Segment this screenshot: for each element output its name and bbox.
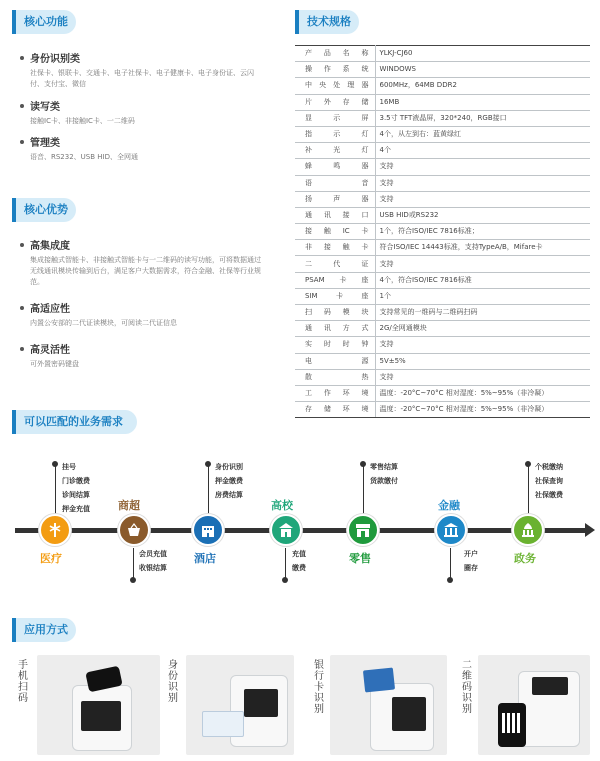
app-label-bank: 银行卡识别 — [314, 660, 324, 715]
spec-row — [295, 191, 590, 207]
item: 挂号 — [62, 463, 76, 471]
spec-key: PSAM卡座 — [295, 272, 375, 288]
industry-name-retail: 零售 — [349, 552, 371, 565]
bullet-icon — [20, 306, 24, 310]
app-card-bank — [330, 655, 447, 755]
spec-row — [295, 272, 590, 288]
spec-value: WINDOWS — [375, 62, 590, 78]
spec-key: 存储环境 — [295, 402, 375, 418]
connector — [363, 464, 364, 514]
item: 会员充值 — [139, 550, 167, 558]
spec-row — [295, 78, 590, 94]
function-desc: 接触IC卡、非接触IC卡、一二维码 — [30, 117, 135, 125]
item: 缴费 — [292, 564, 306, 572]
function-desc: 社保卡、银联卡、交通卡、电子社保卡、电子健康卡、电子身份证、云闪付、支付宝、微信 — [30, 69, 254, 88]
advantage-desc: 集成接触式智能卡、非接触式智能卡与一二维码的读写功能，可将数据通过无线通讯模块传输到后台，满足客户大数据需求，符合金融、社保等行业规范。 — [30, 256, 261, 286]
spec-row — [295, 126, 590, 142]
spec-key: 蜂鸣器 — [295, 159, 375, 175]
spec-row — [295, 321, 590, 337]
function-id — [20, 50, 265, 90]
spec-value: 支持 — [375, 191, 590, 207]
spec-value: 支持常见的一维码与二维码扫码 — [375, 305, 590, 321]
spec-row — [295, 62, 590, 78]
spec-value: 1个，符合ISO/IEC 7816标准； — [375, 224, 590, 240]
spec-value: 支持 — [375, 256, 590, 272]
spec-value: USB HID或RS232 — [375, 207, 590, 223]
core-functions-title: 核心功能 — [12, 10, 76, 34]
industry-items — [139, 547, 167, 575]
spec-row — [295, 288, 590, 304]
spec-value: 温度：-20°C~70°C 相对湿度：5%~95%（非冷凝） — [375, 385, 590, 401]
spec-table — [295, 45, 590, 418]
spec-value: 4个，符合ISO/IEC 7816标准 — [375, 272, 590, 288]
application-title: 应用方式 — [12, 618, 76, 642]
spec-key: 散热 — [295, 369, 375, 385]
item: 社保查询 — [535, 477, 563, 485]
spec-row — [295, 143, 590, 159]
app-card-id — [186, 655, 294, 755]
bullet-icon — [20, 243, 24, 247]
bullet-icon — [20, 140, 24, 144]
industry-name-mall: 商超 — [118, 499, 140, 512]
spec-value: 4个 — [375, 143, 590, 159]
tech-specs-title: 技术规格 — [295, 10, 359, 34]
industry-items — [292, 547, 306, 575]
spec-key: 二代证 — [295, 256, 375, 272]
spec-key: 通讯方式 — [295, 321, 375, 337]
school-icon — [278, 522, 294, 538]
gov-node — [512, 514, 544, 546]
id-card-icon — [202, 711, 244, 737]
connector-dot — [525, 461, 531, 467]
item: 房费结算 — [215, 491, 243, 499]
item: 零售结算 — [370, 463, 398, 471]
item: 押金充值 — [62, 505, 90, 513]
government-icon — [520, 522, 536, 538]
spec-row — [295, 385, 590, 401]
finance-node — [435, 514, 467, 546]
industry-name-medical: 医疗 — [40, 552, 62, 565]
item: 开户 — [464, 550, 478, 558]
retail-node — [347, 514, 379, 546]
device-screen — [244, 689, 278, 717]
spec-value: 5V±5% — [375, 353, 590, 369]
connector-dot — [130, 577, 136, 583]
advantage-flexibility — [20, 341, 265, 370]
industry-items — [215, 460, 243, 502]
function-mgmt — [20, 134, 265, 163]
item: 社保缴费 — [535, 491, 563, 499]
spec-row — [295, 240, 590, 256]
device-screen — [532, 677, 568, 695]
spec-key: 操作系统 — [295, 62, 375, 78]
function-title: 身份识别类 — [30, 54, 80, 65]
item: 押金缴费 — [215, 477, 243, 485]
basket-icon — [126, 522, 142, 538]
connector-dot — [447, 577, 453, 583]
spec-row — [295, 305, 590, 321]
advantage-integration — [20, 237, 265, 288]
spec-key: 非接触卡 — [295, 240, 375, 256]
industry-items — [535, 460, 563, 502]
spec-key: 扫码模块 — [295, 305, 375, 321]
phone-qr-icon — [498, 703, 526, 747]
spec-row — [295, 110, 590, 126]
connector — [55, 464, 56, 514]
advantage-title: 高适应性 — [30, 304, 70, 315]
item: 圈存 — [464, 564, 478, 572]
bullet-icon — [20, 104, 24, 108]
connector — [450, 548, 451, 580]
app-card-phone — [37, 655, 160, 755]
function-desc: 语音、RS232、USB HID、全网通 — [30, 153, 138, 161]
spec-row — [295, 353, 590, 369]
connector-dot — [52, 461, 58, 467]
function-rw — [20, 98, 265, 127]
spec-value: YLKJ-CJ60 — [375, 46, 590, 62]
spec-key: 指示灯 — [295, 126, 375, 142]
spec-row — [295, 175, 590, 191]
connector-dot — [205, 461, 211, 467]
building-icon — [200, 522, 216, 538]
item: 门诊缴费 — [62, 477, 90, 485]
spec-value: 温度：-20°C~70°C 相对湿度：5%~95%（非冷凝） — [375, 402, 590, 418]
spec-value: 2G/全网通模块 — [375, 321, 590, 337]
bank-card-icon — [363, 667, 395, 692]
advantage-desc: 可外置密码键盘 — [30, 360, 79, 368]
connector — [208, 464, 209, 514]
connector-dot — [282, 577, 288, 583]
spec-key: 片外存储 — [295, 94, 375, 110]
spec-row — [295, 369, 590, 385]
spec-key: 扬声器 — [295, 191, 375, 207]
device-screen — [392, 697, 426, 731]
industry-items — [370, 460, 398, 488]
spec-row — [295, 46, 590, 62]
spec-value: 4个，从左到右：蓝黄绿红 — [375, 126, 590, 142]
spec-value: 支持 — [375, 175, 590, 191]
hotel-node — [192, 514, 224, 546]
spec-key: SIM卡座 — [295, 288, 375, 304]
spec-row — [295, 402, 590, 418]
device-screen — [81, 701, 121, 731]
advantage-desc: 内置公安部的二代证读模块，可阅读二代证信息 — [30, 319, 177, 327]
advantage-title: 高集成度 — [30, 241, 70, 252]
connector — [133, 548, 134, 580]
item: 诊间结算 — [62, 491, 90, 499]
spec-row — [295, 94, 590, 110]
connector — [285, 548, 286, 580]
core-advantages-title: 核心优势 — [12, 198, 76, 222]
spec-row — [295, 207, 590, 223]
spec-value: 3.5寸 TFT液晶屏，320*240，RGB接口 — [375, 110, 590, 126]
spec-value: 符合ISO/IEC 14443标准，支持TypeA/B，Mifare卡 — [375, 240, 590, 256]
spec-value: 600MHz，64MB DDR2 — [375, 78, 590, 94]
spec-key: 电源 — [295, 353, 375, 369]
advantage-adaptability — [20, 300, 265, 329]
qr-code-icon — [502, 713, 522, 733]
function-title: 管理类 — [30, 138, 60, 149]
spec-value: 支持 — [375, 159, 590, 175]
business-title: 可以匹配的业务需求 — [12, 410, 137, 434]
spec-key: 显示屏 — [295, 110, 375, 126]
industry-name-university: 高校 — [271, 499, 293, 512]
app-label-id: 身份识别 — [168, 660, 178, 704]
mall-node — [118, 514, 150, 546]
advantage-title: 高灵活性 — [30, 345, 70, 356]
connector-dot — [360, 461, 366, 467]
shop-icon — [355, 522, 371, 538]
spec-row — [295, 224, 590, 240]
spec-key: 工作环境 — [295, 385, 375, 401]
industry-name-gov: 政务 — [514, 552, 536, 565]
app-label-qr: 二维码识别 — [462, 660, 472, 715]
spec-key: 产品名称 — [295, 46, 375, 62]
connector — [528, 464, 529, 514]
bullet-icon — [20, 347, 24, 351]
item: 货款缴付 — [370, 477, 398, 485]
function-title: 读写类 — [30, 102, 60, 113]
industry-name-finance: 金融 — [438, 499, 460, 512]
bullet-icon — [20, 56, 24, 60]
spec-value: 支持 — [375, 337, 590, 353]
spec-key: 语音 — [295, 175, 375, 191]
spec-key: 补光灯 — [295, 143, 375, 159]
spec-key: 通讯接口 — [295, 207, 375, 223]
university-node — [270, 514, 302, 546]
spec-key: 中央处理器 — [295, 78, 375, 94]
industry-items — [62, 460, 90, 516]
caduceus-icon — [47, 522, 63, 538]
spec-row — [295, 256, 590, 272]
item: 个税缴纳 — [535, 463, 563, 471]
spec-value: 16MB — [375, 94, 590, 110]
spec-value: 支持 — [375, 369, 590, 385]
bank-icon — [443, 522, 459, 538]
industry-items — [464, 547, 478, 575]
app-label-phone: 手机扫码 — [18, 660, 28, 704]
medical-node — [39, 514, 71, 546]
app-card-qr — [478, 655, 590, 755]
spec-key: 实时时钟 — [295, 337, 375, 353]
spec-row — [295, 337, 590, 353]
spec-value: 1个 — [375, 288, 590, 304]
item: 充值 — [292, 550, 306, 558]
item: 收银结算 — [139, 564, 167, 572]
spec-key: 接触IC卡 — [295, 224, 375, 240]
industry-name-hotel: 酒店 — [194, 552, 216, 565]
item: 身份识别 — [215, 463, 243, 471]
spec-row — [295, 159, 590, 175]
